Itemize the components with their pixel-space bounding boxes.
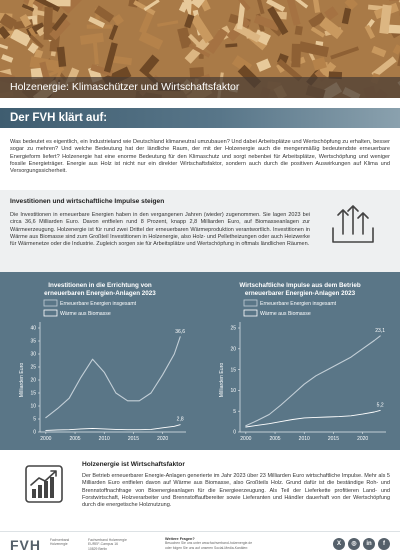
series-line xyxy=(246,410,380,427)
footer xyxy=(0,531,400,556)
data-label: 2,8 xyxy=(176,416,184,423)
wood-chip xyxy=(287,0,301,26)
contact-title: Weitere Fragen? xyxy=(165,537,195,541)
y-axis-label: Milliarden Euro xyxy=(219,362,225,398)
x-tick-label: 2000 xyxy=(40,436,52,442)
wood-chip xyxy=(342,8,351,25)
x-tick-label: 2010 xyxy=(298,436,310,442)
address-line-2: EUREF-Campus 16 xyxy=(88,542,118,547)
wood-chip xyxy=(295,26,303,36)
y-axis-label: Milliarden Euro xyxy=(19,362,25,398)
y-tick-label: 40 xyxy=(30,325,36,332)
y-tick-label: 25 xyxy=(30,364,36,371)
legend-swatch xyxy=(44,300,57,306)
wood-chip xyxy=(80,33,104,45)
y-tick-label: 15 xyxy=(30,390,36,397)
economic-factor-text: Der Betrieb erneuerbarer Energie-Anlagen generierte im Jahr 2023 über 23 Milliarden Euro wirtschaftliche Impulse. Mehr als 5 Milliarden Euro entfielen davon auf Wärme aus Biomasse, also Großteils Holz. Grund dafür ist die beständige Roh- und Brennstoffnachfrage von Bioenergieanlagen für die Energieerzeugung. Als Teil der Lieferkette profitieren Land- und Forstwirtschaft, Holzverarbeiter und Brennstoffaufbereiter sowie Lieferanten und Händler dauerhaft von der Wertschöpfung durch die energetische Holznutzung. xyxy=(82,473,390,509)
y-tick-label: 5 xyxy=(233,408,236,415)
legend-label: Wärme aus Biomasse xyxy=(260,311,311,317)
wood-chip xyxy=(256,0,264,14)
y-tick-label: 20 xyxy=(30,377,36,384)
x-tick-label: 2010 xyxy=(98,436,110,442)
wood-chip xyxy=(93,43,99,65)
chart-2-title: Wirtschaftliche Impulse aus dem Betrieb erneuerbarer Energien-Anlagen 2023 xyxy=(239,282,361,297)
wood-chip xyxy=(330,46,359,59)
fvh-logo[interactable]: FVH xyxy=(10,537,41,553)
wood-chip xyxy=(157,20,178,27)
legend-label: Wärme aus Biomasse xyxy=(60,311,111,317)
legend-swatch xyxy=(44,310,57,316)
address xyxy=(88,538,143,551)
linkedin-icon[interactable]: in xyxy=(363,538,375,550)
bar-chart-icon xyxy=(25,465,63,503)
legend-swatch xyxy=(244,300,257,306)
wood-chip xyxy=(389,0,400,1)
wood-chip xyxy=(112,14,124,26)
series-line xyxy=(46,425,180,431)
wood-chip xyxy=(291,44,301,68)
wood-chip xyxy=(225,43,237,47)
chart-1-plot xyxy=(0,272,200,450)
wood-chip xyxy=(43,7,53,32)
chart-1-title: Investitionen in die Errichtung von erneuerbaren Energien-Anlagen 2023 xyxy=(44,282,156,297)
wood-chip xyxy=(388,25,400,35)
chart-impulses xyxy=(200,272,400,450)
wood-chip xyxy=(365,25,376,39)
x-tick-label: 2005 xyxy=(269,436,281,442)
wood-chip xyxy=(1,54,13,63)
x-tick-label: 2020 xyxy=(157,436,169,442)
logo-subtitle: Fachverband Holzenergie xyxy=(50,538,70,546)
y-tick-label: 10 xyxy=(30,403,36,410)
growth-arrows-icon xyxy=(330,202,376,246)
y-tick-label: 15 xyxy=(230,367,236,374)
wood-chip xyxy=(133,0,155,15)
data-label: 36,6 xyxy=(175,328,186,335)
data-label: 5,2 xyxy=(376,402,384,409)
wood-chip xyxy=(299,41,329,57)
section-banner xyxy=(0,108,400,128)
wood-chip xyxy=(371,46,386,57)
chart-investments xyxy=(0,272,200,450)
wood-chip xyxy=(111,56,132,66)
investment-text: Die Investitionen in erneuerbare Energien haben in den vergangenen Jahren (wieder) zugenommen. Sie lagen 2023 bei circa 36,6 Milliarden Euro. Davon entfielen rund 8 Prozent, knapp 2,8 Milliarden Euro, auf Biomasseanlagen zur Wärmeerzeugung. Holzenergie ist für rund zwei Drittel der erneuerbaren Wärmeproduktion verantwortlich. Investitionen in Wärme aus Biomasse sind zum Großteil Investitionen in Holzenergie, also Holz- und Pelletheizungen oder auch Heizwerke für Wärmenetze oder die Industrie. Zugleich sorgen sie für Arbeitsplätze und Wertschöpfung in oftmals ländlichen Räumen. xyxy=(10,212,310,248)
hero-title: Holzenergie: Klimaschützer und Wirtschaftsfaktor xyxy=(0,77,400,98)
wood-chip xyxy=(393,44,400,55)
hero-image xyxy=(0,0,400,98)
facebook-icon[interactable]: f xyxy=(378,538,390,550)
x-icon[interactable]: X xyxy=(333,538,345,550)
y-tick-label: 10 xyxy=(230,388,236,395)
legend-swatch xyxy=(244,310,257,316)
chart-2-plot xyxy=(200,272,400,450)
contact-line-2: oder folgen Sie uns auf unseren Social-Media-Kanälen: xyxy=(165,545,249,550)
instagram-icon[interactable]: ◎ xyxy=(348,538,360,550)
charts-section xyxy=(0,272,400,450)
wood-chip xyxy=(0,41,8,49)
x-tick-label: 2000 xyxy=(240,436,252,442)
wood-chip xyxy=(312,0,320,13)
y-tick-label: 0 xyxy=(33,429,36,436)
wood-chip xyxy=(139,31,164,50)
intro-text: Was bedeutet es eigentlich, ein Industrieland wie Deutschland klimaneutral umzubauen? Und dabei Arbeitsplätze und Wertschöpfung zu erhalten, besser sogar zu mehren? Und welche Bedeutung hat der ländliche Raum, der mit der Holzenergie auch die mengenmäßig bedeutendste erneuerbare Energieform liefert? Holzenergie hat eine enorme Bedeutung für den Klimaschutz und sorgt nebenbei für Arbeitsplätze, Wertschöpfung und weniger fossile Energieträger. Energie aus Holz ist nicht nur ein direkter Wirtschaftsfaktor, sondern auch durch die positiven Auswirkungen auf Klima und Versorgungssicherheit. xyxy=(10,139,390,175)
y-tick-label: 25 xyxy=(230,325,236,332)
contact-line-1[interactable]: Besuchen Sie uns unter www.fachverband-holzenergie.de xyxy=(165,541,253,546)
contact-block xyxy=(165,537,315,550)
y-tick-label: 20 xyxy=(230,346,236,353)
y-tick-label: 30 xyxy=(30,351,36,358)
x-tick-label: 2020 xyxy=(357,436,369,442)
address-line-3: 10829 Berlin xyxy=(88,546,108,551)
economic-factor-section xyxy=(0,450,400,530)
y-tick-label: 35 xyxy=(30,338,36,345)
x-tick-label: 2005 xyxy=(69,436,81,442)
banner-title: Der FVH klärt auf: xyxy=(10,112,108,124)
legend-label: Erneuerbare Energien insgesamt xyxy=(260,301,337,307)
series-line xyxy=(46,337,180,418)
address-line-1: Fachverband Holzenergie xyxy=(88,538,127,542)
economic-factor-title: Holzenergie ist Wirtschaftsfaktor xyxy=(82,461,185,468)
series-line xyxy=(246,336,380,426)
x-tick-label: 2015 xyxy=(127,436,140,442)
data-label: 23,1 xyxy=(375,327,386,334)
y-tick-label: 5 xyxy=(33,416,36,423)
legend-label: Erneuerbare Energien insgesamt xyxy=(60,301,137,307)
social-links xyxy=(333,538,390,550)
wood-chip xyxy=(256,58,271,71)
wood-chip xyxy=(139,55,159,77)
wood-chip xyxy=(311,27,325,38)
x-tick-label: 2015 xyxy=(327,436,340,442)
investment-title: Investitionen und wirtschaftliche Impulse steigen xyxy=(10,198,165,205)
investment-section xyxy=(0,190,400,272)
y-tick-label: 0 xyxy=(233,429,236,436)
